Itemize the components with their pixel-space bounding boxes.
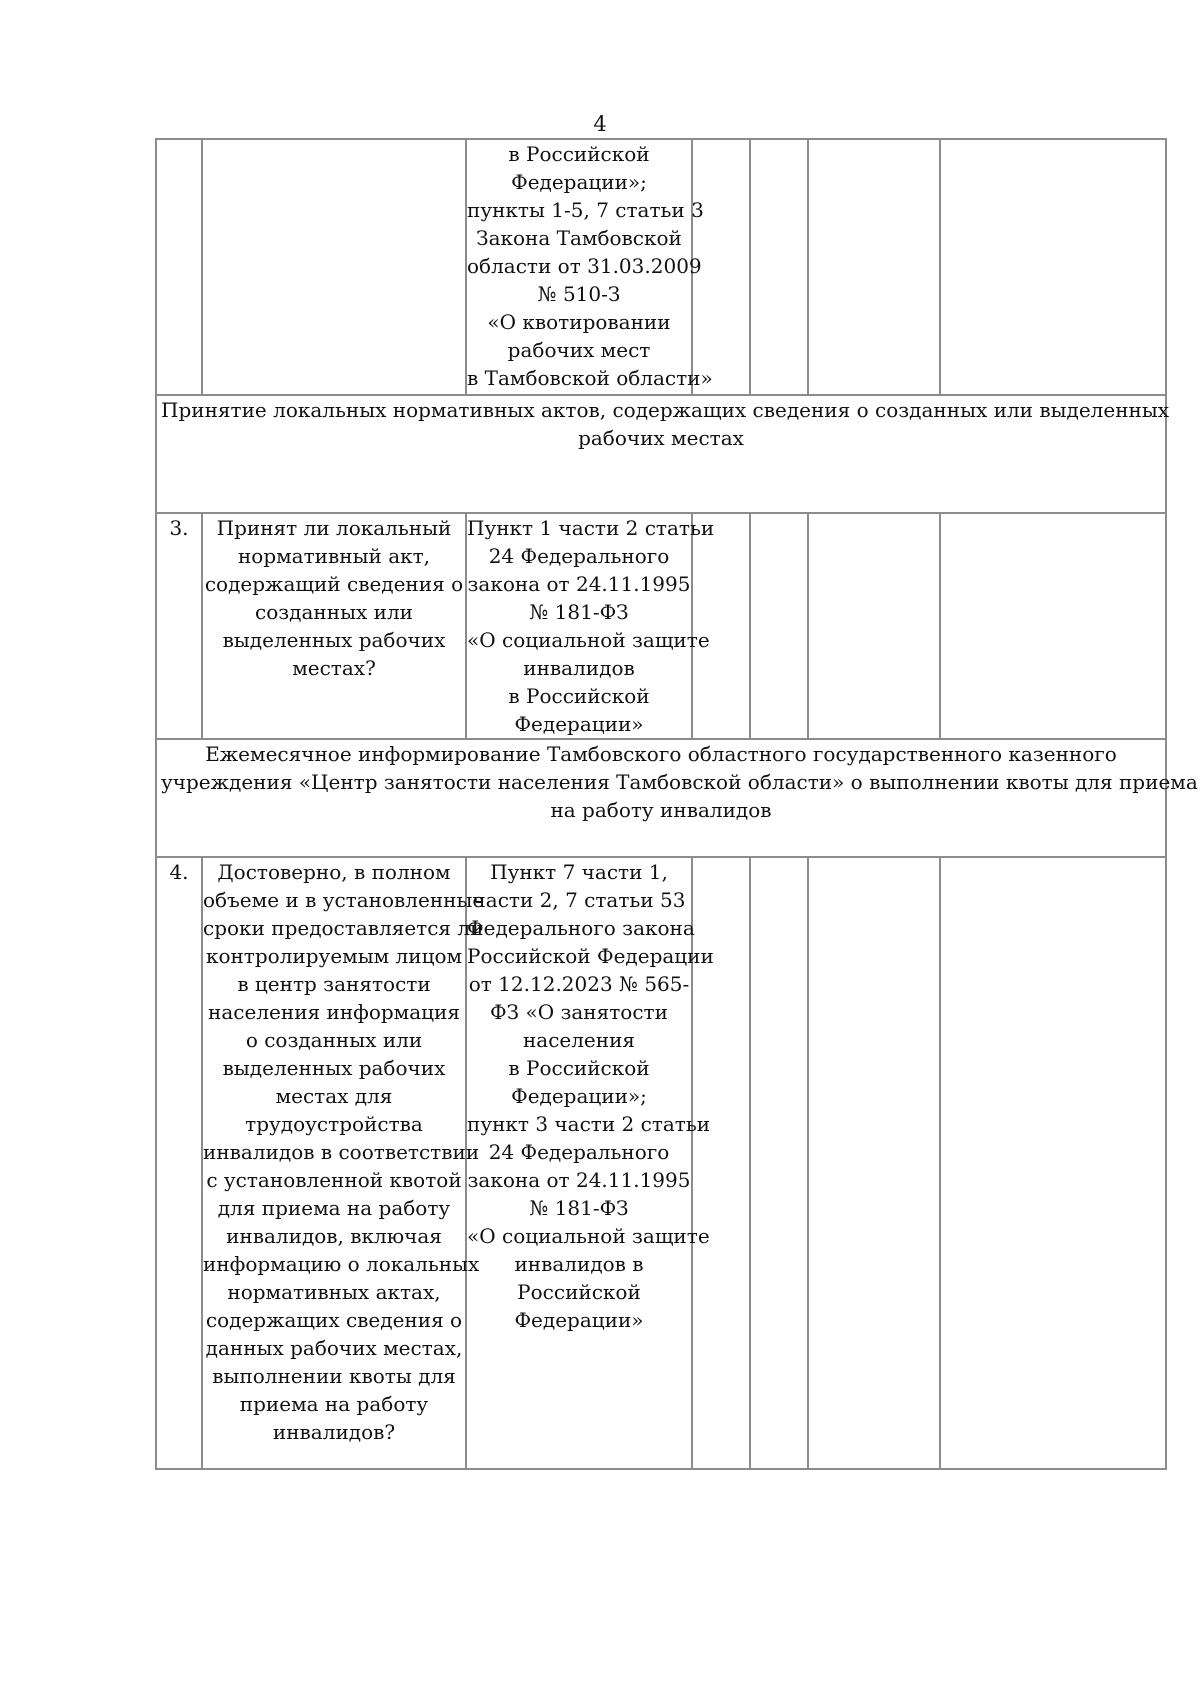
section-heading-row xyxy=(156,395,1166,513)
legal-basis-cell: в Российской Федерации»; пункты 1-5, 7 статьи 3 Закона Тамбовской области от 31.03.2009 № 510-З «О квотировании рабочих мест в Тамбовской области» xyxy=(466,139,692,395)
question-cell xyxy=(202,139,466,395)
answer-yes-cell xyxy=(692,513,750,739)
note-cell xyxy=(940,513,1166,739)
section-heading-local-acts: Принятие локальных нормативных актов, содержащих сведения о созданных или выделенных рабочих местах xyxy=(156,395,1166,513)
not-applicable-cell xyxy=(808,857,940,1469)
page-number: 4 xyxy=(593,112,607,136)
section-heading-monthly-informing: Ежемесячное информирование Тамбовского областного государственного казенного учреждения «Центр занятости населения Тамбовской области» о выполнении квоты для приема на работу инвалидов xyxy=(156,739,1166,857)
number-cell xyxy=(156,139,202,395)
note-cell xyxy=(940,857,1166,1469)
answer-no-cell xyxy=(750,139,808,395)
question-cell: Принят ли локальный нормативный акт, содержащий сведения о созданных или выделенных рабочих местах? xyxy=(202,513,466,739)
table-row-continuation xyxy=(156,139,1166,395)
question-cell: Достоверно, в полном объеме и в установленные сроки предоставляется ли контролируемым лицом в центр занятости населения информация о созданных или выделенных рабочих местах для трудоустройства инвалидов в соответствии с установленной квотой для приема на работу инвалидов, включая информацию о локальных нормативных актах, содержащих сведения о данных рабочих местах, выполнении квоты для приема на работу инвалидов? xyxy=(202,857,466,1469)
section-heading-row xyxy=(156,739,1166,857)
not-applicable-cell xyxy=(808,513,940,739)
answer-no-cell xyxy=(750,513,808,739)
note-cell xyxy=(940,139,1166,395)
legal-basis-cell: Пункт 7 части 1, части 2, 7 статьи 53 Федерального закона Российской Федерации от 12.12.2023 № 565- ФЗ «О занятости населения в Российской Федерации»; пункт 3 части 2 статьи 24 Федерального закона от 24.11.1995 № 181-ФЗ «О социальной защите инвалидов в Российской Федерации» xyxy=(466,857,692,1469)
checklist-table xyxy=(155,138,1198,1470)
table-row-4 xyxy=(156,857,1166,1469)
answer-no-cell xyxy=(750,857,808,1469)
row-number: 3. xyxy=(156,513,202,739)
legal-basis-cell: Пункт 1 части 2 статьи 24 Федерального закона от 24.11.1995 № 181-ФЗ «О социальной защите инвалидов в Российской Федерации» xyxy=(466,513,692,739)
not-applicable-cell xyxy=(808,139,940,395)
table-row-3 xyxy=(156,513,1166,739)
row-number: 4. xyxy=(156,857,202,1469)
